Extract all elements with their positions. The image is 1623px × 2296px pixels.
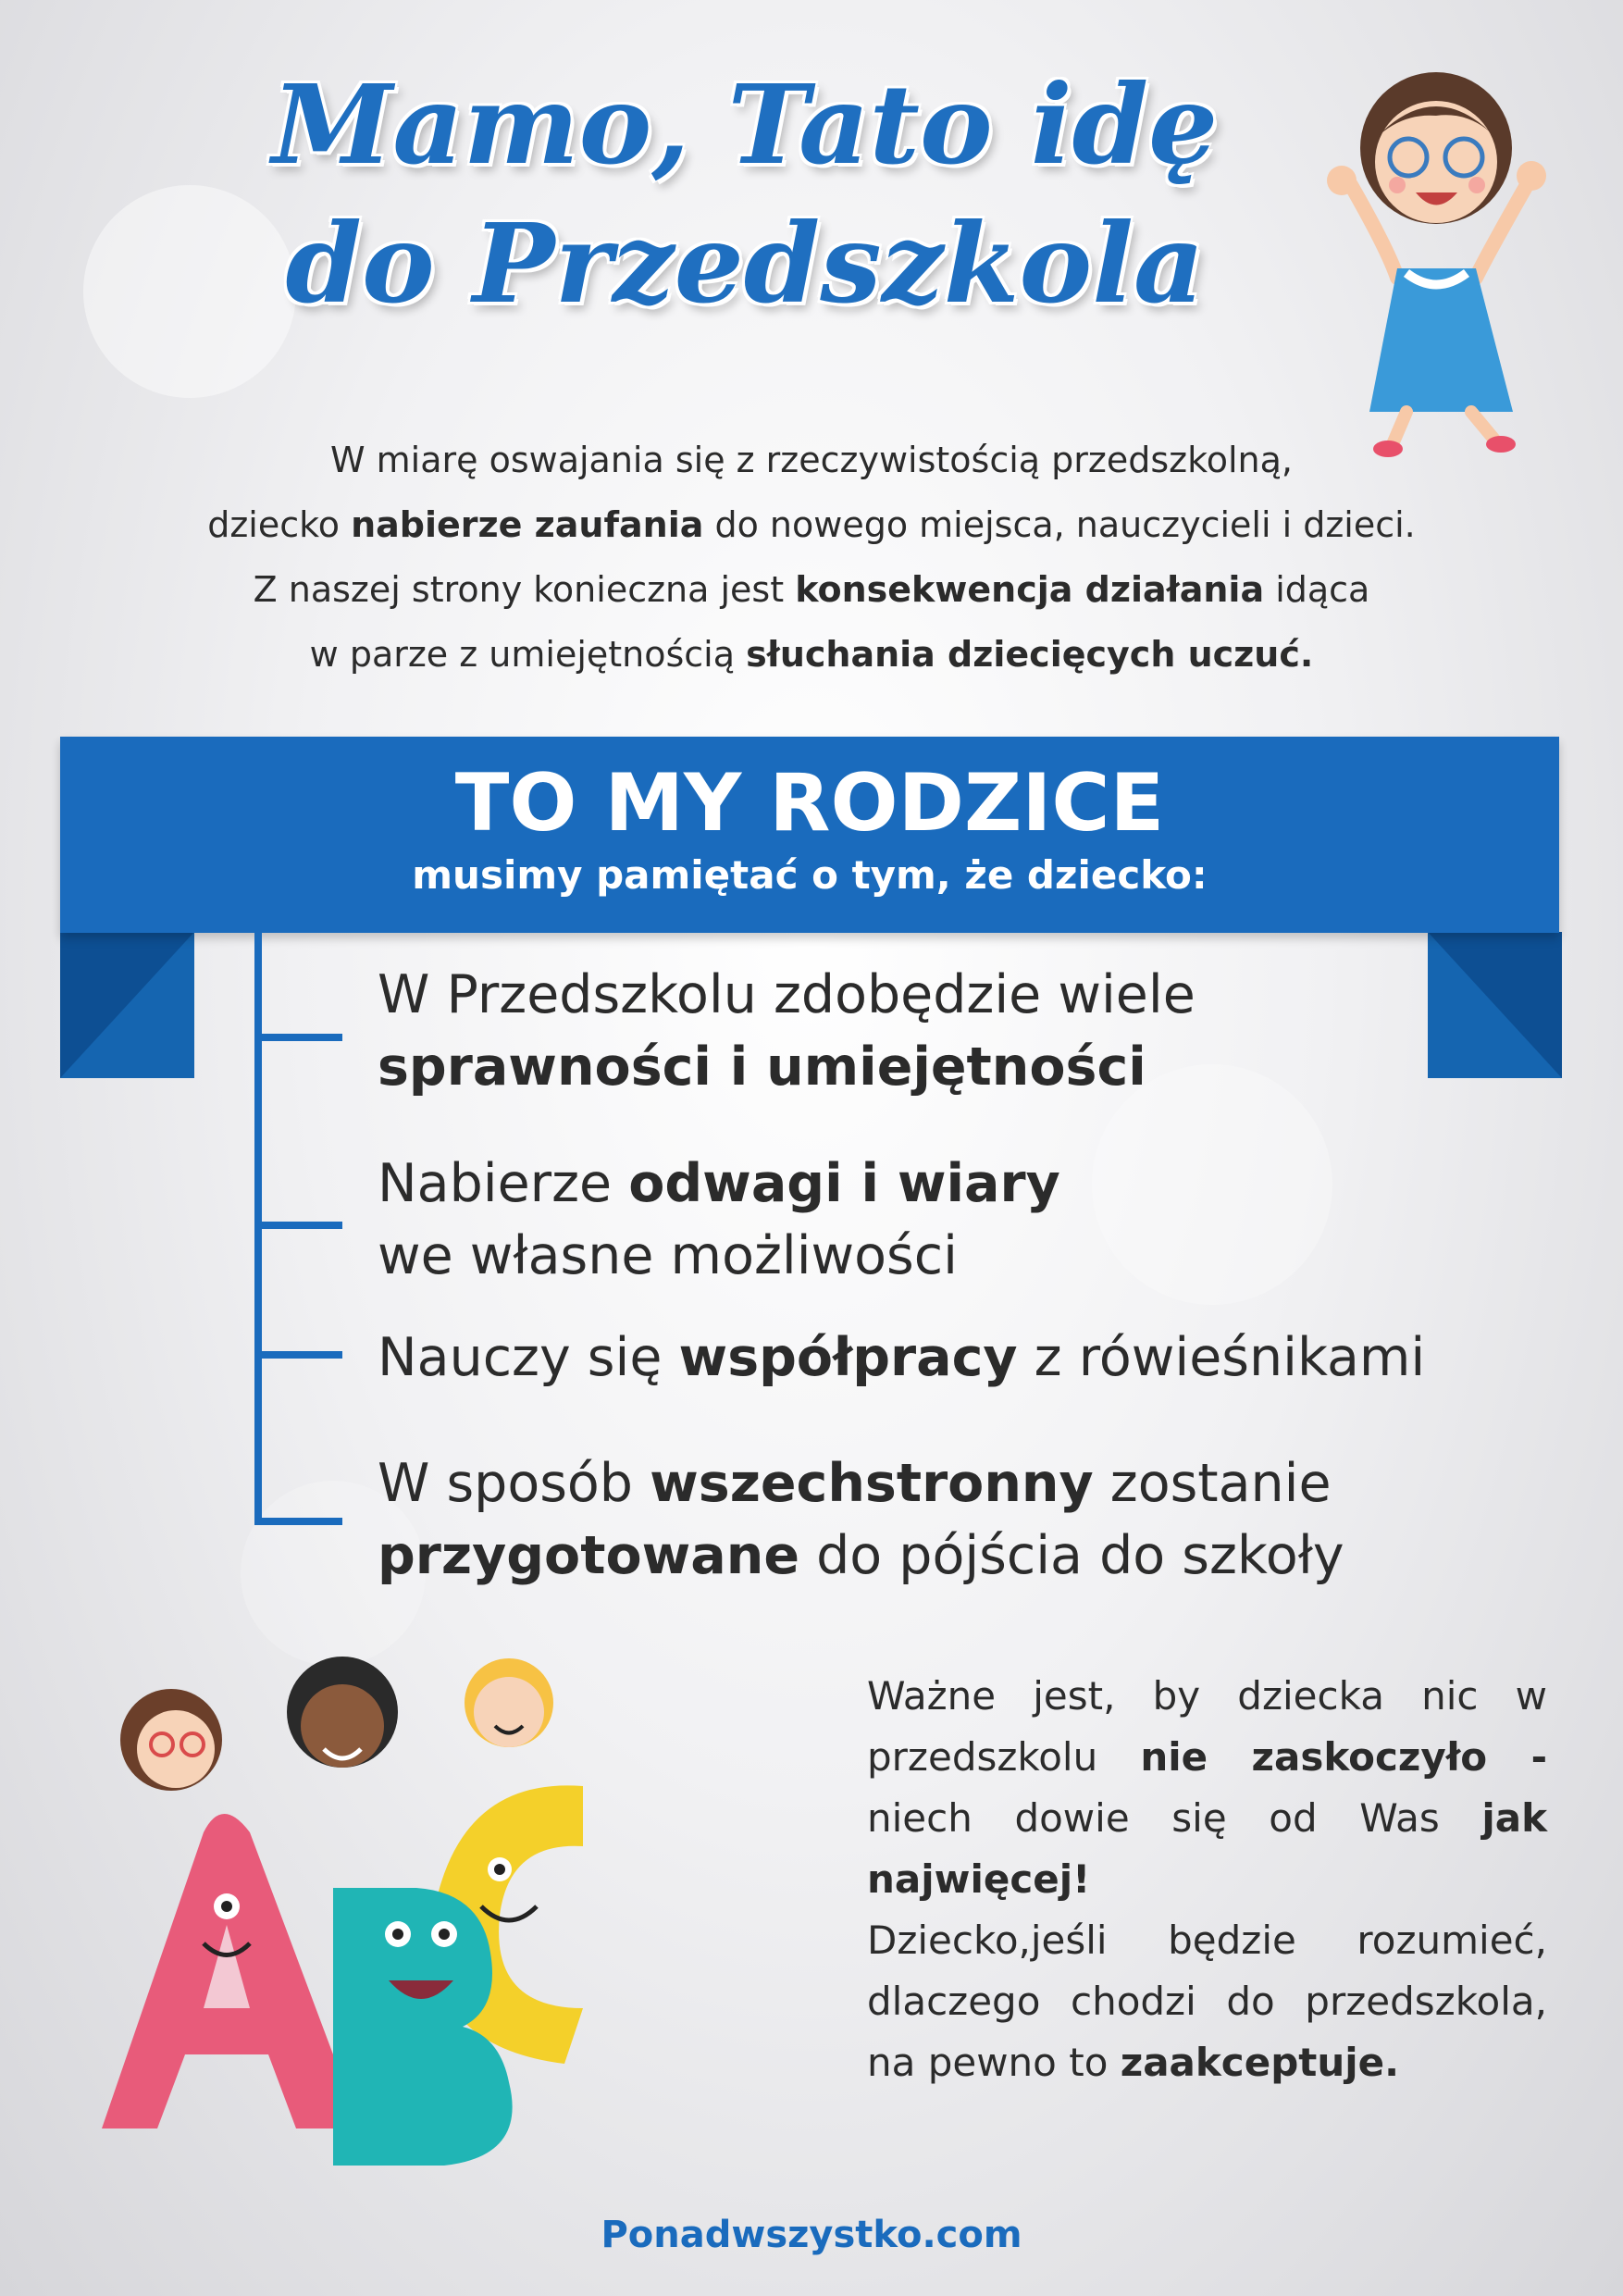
item-line [378, 1220, 1060, 1292]
bold-text: odwagi i wiary [628, 1153, 1060, 1214]
list-item [378, 1322, 1425, 1394]
list-item [378, 1148, 1060, 1292]
text: idąca [1264, 569, 1370, 610]
bold-text: nabierze zaufania [351, 504, 704, 545]
bold-text: zaakceptuje. [1120, 2040, 1400, 2085]
title-line-1: Mamo, Tato idę [271, 60, 1219, 189]
item-line [378, 1148, 1060, 1220]
text: W miarę oswajania się z rzeczywistością przedszkolną, [329, 440, 1293, 480]
bottom-paragraph [867, 1666, 1547, 2093]
bracket-tick [254, 1222, 342, 1229]
intro-line [74, 428, 1549, 492]
ribbon-fold-right [1428, 932, 1562, 1078]
text: Dziecko,jeśli będzie rozumieć, dlaczego chodzi do przedszkola, na pewno to [867, 1917, 1547, 2085]
text: we własne możliwości [378, 1225, 958, 1286]
bold-text: wszechstronny [650, 1453, 1094, 1514]
text: do pójścia do szkoły [799, 1525, 1344, 1586]
ribbon-subtitle: musimy pamiętać o tym, że dziecko: [412, 852, 1208, 898]
footer-website: Ponadwszystko.com [601, 2214, 1022, 2256]
text: W sposób [378, 1453, 650, 1514]
list-item [378, 1447, 1344, 1592]
intro-line [74, 622, 1549, 687]
page-title [213, 56, 1277, 333]
jumping-girl-illustration [1295, 37, 1573, 463]
text: dziecko [207, 504, 352, 545]
bold-text: współpracy [678, 1327, 1018, 1388]
intro-line [74, 492, 1549, 557]
text: Nabierze [378, 1153, 629, 1214]
text: Z naszej strony konieczna jest [253, 569, 796, 610]
bold-text: nie zaskoczyło - [1140, 1734, 1548, 1780]
item-line [378, 959, 1196, 1031]
ribbon-banner [60, 737, 1559, 933]
text: Nauczy się [378, 1327, 679, 1388]
item-line [378, 1447, 1344, 1520]
text: zostanie [1093, 1453, 1332, 1514]
bracket-tick [254, 1034, 342, 1041]
intro-line [74, 557, 1549, 622]
title-line-2: do Przedszkola [285, 199, 1205, 328]
intro-paragraph [74, 428, 1549, 687]
text: do nowego miejsca, nauczycieli i dzieci. [703, 504, 1416, 545]
bracket-tick [254, 1518, 342, 1525]
item-line [378, 1520, 1344, 1592]
bold-text: jak najwięcej! [867, 1795, 1547, 1902]
bold-text: sprawności i umiejętności [378, 1036, 1146, 1098]
text: Ważne jest, by dziecka nic w przedszkolu [867, 1673, 1547, 1780]
text: w parze z umiejętnością [309, 634, 747, 675]
item-line [378, 1031, 1196, 1103]
item-line [378, 1322, 1425, 1394]
text: niech dowie się od Was [867, 1795, 1482, 1841]
list-item [378, 959, 1196, 1103]
text: z rówieśnikami [1017, 1327, 1426, 1388]
ribbon-title: TO MY RODZICE [454, 757, 1165, 850]
abc-kids-illustration [65, 1647, 787, 2193]
bracket-tick [254, 1351, 342, 1359]
bold-text: słuchania dziecięcych uczuć. [746, 634, 1314, 675]
bold-text: konsekwencja działania [795, 569, 1265, 610]
bold-text: przygotowane [378, 1525, 799, 1586]
ribbon-fold-left [60, 932, 194, 1078]
text: W Przedszkolu zdobędzie wiele [378, 964, 1196, 1025]
